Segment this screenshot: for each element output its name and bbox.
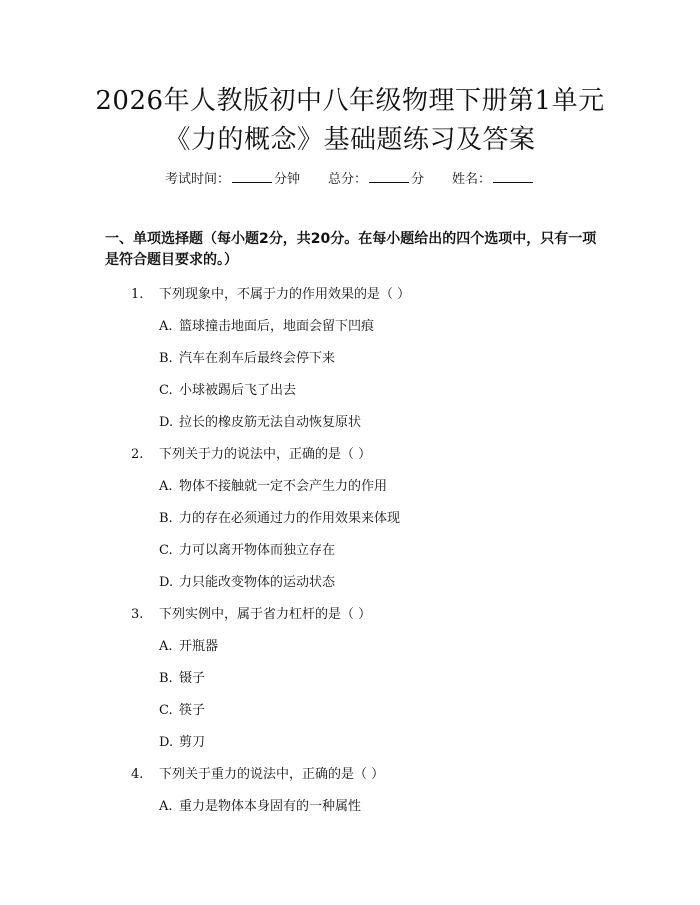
option-text: 汽车在刹车后最终会停下来 <box>179 351 336 366</box>
option-key: A. <box>159 799 173 814</box>
option-key: A. <box>159 479 173 494</box>
time-label: 考试时间： <box>164 172 230 187</box>
option-key: B. <box>159 511 173 526</box>
question-1-option-c <box>159 379 296 398</box>
option-key: D. <box>159 735 174 750</box>
question-3-option-d <box>159 731 205 750</box>
option-key: D. <box>159 575 174 590</box>
section-heading: 一、单项选择题（每小题2分，共20分。在每小题给出的四个选项中，只有一项是符合题目要求的。） <box>105 231 597 268</box>
option-text: 开瓶器 <box>179 639 219 654</box>
option-key: C. <box>159 383 173 398</box>
question-text: 下列关于重力的说法中，正确的是（ ） <box>159 767 385 782</box>
score-blank <box>369 169 409 183</box>
question-1-option-d <box>159 411 361 430</box>
option-key: B. <box>159 671 173 686</box>
question-2-option-a <box>159 475 387 494</box>
question-2-option-c <box>159 539 335 558</box>
question-4-option-a <box>159 795 361 814</box>
question-number: 2. <box>131 447 144 462</box>
question-number: 3. <box>131 607 144 622</box>
question-text: 下列实例中，属于省力杠杆的是（ ） <box>159 607 372 622</box>
question-3 <box>131 603 371 622</box>
option-text: 力的存在必须通过力的作用效果来体现 <box>179 511 401 526</box>
question-2-option-b <box>159 507 400 526</box>
page-title-line-2: 《力的概念》基础题练习及答案 <box>164 125 536 155</box>
option-key: C. <box>159 543 173 558</box>
time-blank <box>232 169 272 183</box>
name-label: 姓名： <box>452 172 492 187</box>
option-key: B. <box>159 351 173 366</box>
question-3-option-a <box>159 635 218 654</box>
option-text: 重力是物体本身固有的一种属性 <box>179 799 362 814</box>
score-unit: 分 <box>411 172 425 187</box>
name-blank <box>493 169 533 183</box>
question-1-option-a <box>159 315 374 334</box>
question-3-option-b <box>159 667 205 686</box>
question-1 <box>131 283 410 302</box>
option-text: 力可以离开物体而独立存在 <box>179 543 336 558</box>
option-text: 拉长的橡皮筋无法自动恢复原状 <box>179 415 362 430</box>
option-text: 小球被踢后飞了出去 <box>179 383 297 398</box>
score-label: 总分： <box>327 172 367 187</box>
option-key: C. <box>159 703 173 718</box>
option-text: 物体不接触就一定不会产生力的作用 <box>179 479 388 494</box>
question-4 <box>131 763 384 782</box>
option-text: 筷子 <box>179 703 206 718</box>
question-text: 下列现象中，不属于力的作用效果的是（ ） <box>159 287 411 302</box>
question-number: 4. <box>131 767 144 782</box>
option-text: 镊子 <box>179 671 206 686</box>
exam-meta <box>0 168 700 187</box>
page-title-line-1: 2026年人教版初中八年级物理下册第1单元 <box>95 86 605 116</box>
option-text: 剪刀 <box>179 735 206 750</box>
option-text: 篮球撞击地面后，地面会留下凹痕 <box>179 319 375 334</box>
question-2 <box>131 443 371 462</box>
question-1-option-b <box>159 347 335 366</box>
time-unit: 分钟 <box>273 172 300 187</box>
option-key: A. <box>159 639 173 654</box>
option-key: A. <box>159 319 173 334</box>
question-2-option-d <box>159 571 335 590</box>
question-text: 下列关于力的说法中，正确的是（ ） <box>159 447 372 462</box>
question-number: 1. <box>131 287 144 302</box>
option-key: D. <box>159 415 174 430</box>
question-3-option-c <box>159 699 205 718</box>
option-text: 力只能改变物体的运动状态 <box>179 575 336 590</box>
